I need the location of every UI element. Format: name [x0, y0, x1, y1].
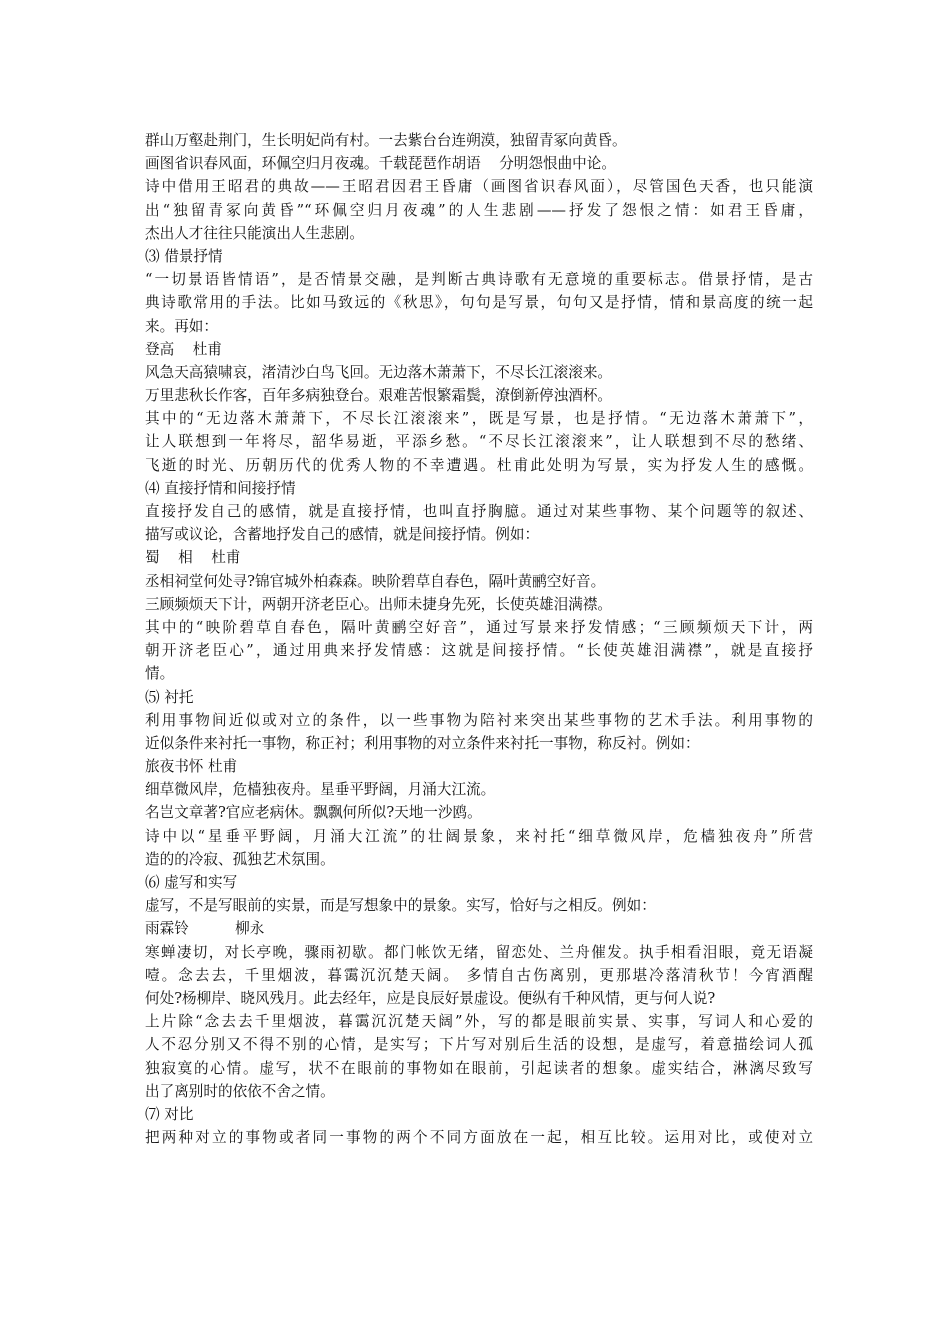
section-heading: ⑺ 对比: [145, 1105, 194, 1123]
poem-line: 名岂文章著?官应老病休。飘飘何所似?天地一沙鸥。: [145, 804, 482, 822]
text-line: 其中的“映阶碧草自春色，隔叶黄鹂空好音”，通过写景来抒发情感；“三顾频烦天下计，两: [145, 618, 813, 636]
text-line: 其中的“无边落木萧萧下，不尽长江滚滚来”，既是写景，也是抒情。“无边落木萧萧下”，: [145, 410, 813, 428]
text-line: 画图省识春风面，环佩空归月夜魂。千载琵琶作胡语 分明怨恨曲中论。: [145, 155, 616, 173]
poem-line: 何处?杨柳岸、晓风残月。此去经年，应是良辰好景虚设。便纵有千种风情，更与何人说?: [145, 989, 716, 1007]
text-line: 来。再如：: [145, 317, 218, 335]
text-line: 造的的冷寂、孤独艺术氛围。: [145, 850, 335, 868]
text-line: 人不忍分别又不得不别的心情，是实写；下片写对别后生活的设想，是虚写，着意描绘词人孤: [145, 1036, 813, 1054]
text-line: 情。: [145, 665, 175, 683]
text-line: 出“独留青冢向黄昏”“环佩空归月夜魂”的人生悲剧——抒发了怨恨之情：如君王昏庸，: [145, 201, 813, 219]
text-line: 虚写，不是写眼前的实景，而是写想象中的景象。实写，恰好与之相反。例如：: [145, 897, 656, 915]
text-line: 出了离别时的依依不舍之情。: [145, 1082, 335, 1100]
poem-line: 风急天高猿啸哀，渚清沙白鸟飞回。无边落木萧萧下，不尽长江滚滚来。: [145, 363, 613, 381]
section-heading: ⑸ 衬托: [145, 688, 194, 706]
text-line: 上片除“念去去千里烟波，暮霭沉沉楚天阔”外，写的都是眼前实景、实事，写词人和心爱的: [145, 1013, 813, 1031]
text-line: 近似条件来衬托一事物，称正衬；利用事物的对立条件来衬托一事物，称反衬。例如：: [145, 734, 700, 752]
text-line: 诗中以“星垂平野阔，月涌大江流”的壮阔景象，来衬托“细草微风岸，危樯独夜舟”所营: [145, 827, 813, 845]
document-body: [145, 129, 813, 1149]
text-line: 杰出人才往往只能演出人生悲剧。: [145, 224, 364, 242]
poem-line: 寒蝉凄切，对长亭晚，骤雨初歇。都门帐饮无绪，留恋处、兰舟催发。执手相看泪眼，竟无语凝: [145, 943, 813, 961]
section-heading: ⑹ 虚写和实写: [145, 874, 238, 891]
text-line: 独寂寞的心情。虚写，状不在眼前的事物如在眼前，引起读者的想象。虚实结合，淋漓尽致写: [145, 1059, 813, 1077]
poem-title: 登高 杜甫: [145, 340, 222, 358]
text-line: “一切景语皆情语”，是否情景交融，是判断古典诗歌有无意境的重要标志。借景抒情，是古: [145, 271, 813, 289]
text-line: 利用事物间近似或对立的条件，以一些事物为陪衬来突出某些事物的艺术手法。利用事物的: [145, 711, 813, 729]
poem-line: 细草微风岸，危樯独夜舟。星垂平野阔，月涌大江流。: [145, 781, 496, 799]
section-heading: ⑶ 借景抒情: [145, 247, 223, 265]
text-line: 朝开济老臣心”，通过用典来抒发情感：这就是间接抒情。“长使英雄泪满襟”，就是直接抒: [145, 642, 813, 660]
poem-line: 丞相祠堂何处寻?锦官城外柏森森。映阶碧草自春色，隔叶黄鹂空好音。: [145, 572, 606, 590]
poem-line: 万里悲秋长作客，百年多病独登台。艰难苦恨繁霜鬓，潦倒新停浊酒杯。: [145, 387, 613, 405]
section-heading: ⑷ 直接抒情和间接抒情: [145, 479, 296, 497]
text-line: 描写或议论，含蓄地抒发自己的感情，就是间接抒情。例如：: [145, 526, 540, 544]
text-line: 群山万壑赴荆门，生长明妃尚有村。一去紫台台连朔漠，独留青冢向黄昏。: [145, 132, 627, 149]
poem-title: 雨霖铃 柳永: [145, 920, 265, 938]
poem-line: 噎。念去去，千里烟波，暮霭沉沉楚天阔。 多情自古伤离别，更那堪冷落清秋节！今宵酒醒: [145, 966, 813, 984]
poem-line: 三顾频烦天下计，两朝开济老臣心。出师未捷身先死，长使英雄泪满襟。: [145, 595, 613, 613]
text-line: 典诗歌常用的手法。比如马致远的《秋思》，句句是写景，句句又是抒情，情和景高度的统一起: [145, 294, 813, 312]
text-line: 直接抒发自己的感情，就是直接抒情，也叫直抒胸臆。通过对某些事物、某个问题等的叙述、: [145, 503, 813, 520]
text-line: 让人联想到一年将尽，韶华易逝，平添乡愁。“不尽长江滚滚来”，让人联想到不尽的愁绪、: [145, 433, 813, 451]
text-line: 把两种对立的事物或者同一事物的两个不同方面放在一起，相互比较。运用对比，或使对立: [145, 1129, 813, 1147]
text-line: 飞逝的时光、历朝历代的优秀人物的不幸遭遇。杜甫此处明为写景，实为抒发人生的感慨。: [145, 456, 813, 474]
text-line: 诗中借用王昭君的典故——王昭君因君王昏庸（画图省识春风面），尽管国色天香，也只能演: [145, 178, 813, 196]
poem-title: 蜀 相 杜甫: [145, 549, 241, 567]
poem-title: 旅夜书怀 杜甫: [145, 758, 238, 776]
